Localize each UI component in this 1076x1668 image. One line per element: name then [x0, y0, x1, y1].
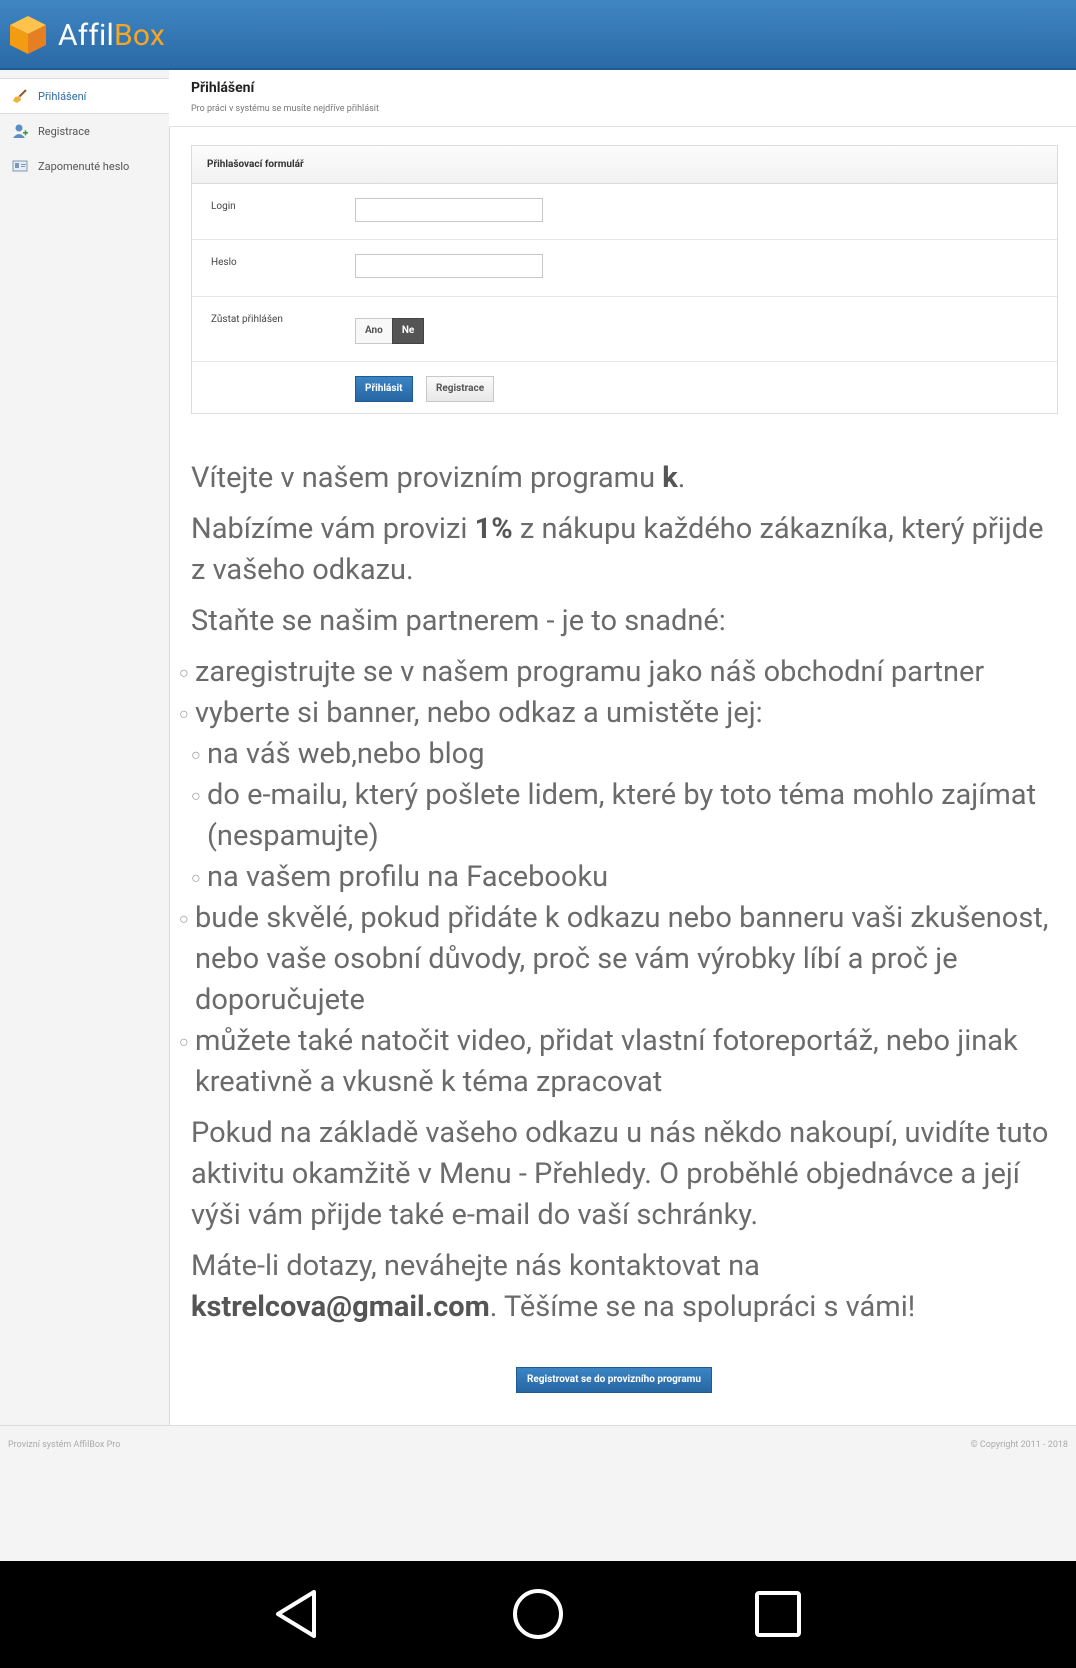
- login-form-panel: [191, 145, 1058, 414]
- login-button[interactable]: Přihlásit: [355, 376, 413, 402]
- cube-logo-icon: [8, 14, 48, 56]
- header-bar: [0, 0, 1076, 70]
- remember-row: [192, 297, 1057, 362]
- welcome-paragraph: Vítejte v našem provizním programu k.: [191, 461, 686, 495]
- list-item: ○ vyberte si banner, nebo odkaz a umistěte jej: ○ na váš web,nebo blog ○ do e-mailu, který pošlete lidem, které by toto téma mohlo zajímat (nespamujte) ○ na vašem profilu na Facebooku: [181, 693, 1061, 898]
- add-user-icon: [12, 123, 28, 139]
- page-header: [169, 70, 1076, 127]
- purchase-info-paragraph: Pokud na základě vašeho odkazu u nás někdo nakoupí, uvidíte tuto aktivitu okamžitě v Menu - Přehledy. O proběhlé objednávce a její výši vám přijde také e-mail do vaší schránky.: [191, 1116, 1049, 1232]
- remember-yes-option[interactable]: Ano: [355, 318, 392, 344]
- home-icon[interactable]: [508, 1584, 568, 1644]
- list-item: ○ do e-mailu, který pošlete lidem, které by toto téma mohlo zajímat (nespamujte): [193, 775, 1061, 857]
- login-label: Login: [211, 201, 236, 212]
- steps-list: [191, 652, 1061, 1103]
- sub-list: [195, 734, 1061, 898]
- welcome-content: [191, 458, 1061, 1338]
- logo[interactable]: [8, 12, 165, 58]
- steps-intro: Staňte se našim partnerem - je to snadné:: [191, 604, 726, 638]
- list-item: ○ na váš web,nebo blog: [193, 734, 1061, 775]
- form-actions: [192, 362, 1057, 415]
- remember-label: Zůstat přihlášen: [211, 314, 283, 325]
- password-row: [192, 240, 1057, 297]
- footer-left-text: Provizní systém AffilBox Pro: [8, 1440, 121, 1450]
- list-item: ○ na vašem profilu na Facebooku: [193, 857, 1061, 898]
- sidebar-item-forgotten-password[interactable]: [0, 149, 169, 184]
- password-label: Heslo: [211, 257, 237, 268]
- login-row: [192, 184, 1057, 240]
- login-form-title: Přihlašovací formulář: [192, 146, 1057, 184]
- footer: [0, 1425, 1076, 1562]
- back-icon[interactable]: [268, 1584, 328, 1644]
- login-input[interactable]: [355, 198, 543, 222]
- registration-button[interactable]: Registrace: [426, 376, 494, 402]
- remember-no-option[interactable]: Ne: [392, 318, 424, 344]
- android-navigation-bar: [0, 1561, 1076, 1668]
- list-item: ○ můžete také natočit video, přidat vlastní fotoreportáž, nebo jinak kreativně a vkusně k téma zpracovat: [181, 1021, 1061, 1103]
- remember-toggle[interactable]: [355, 318, 424, 344]
- commission-paragraph: Nabízíme vám provizi 1% z nákupu každého zákazníka, který přijde z vašeho odkazu.: [191, 512, 1044, 587]
- sidebar-item-label: Registrace: [38, 124, 90, 138]
- sidebar-item-registration[interactable]: [0, 114, 169, 149]
- id-card-icon: [12, 158, 28, 174]
- broom-icon: [12, 88, 28, 104]
- contact-paragraph: Máte-li dotazy, neváhejte nás kontaktovat na kstrelcova@gmail.com. Těšíme se na spolupráci s vámi!: [191, 1249, 916, 1324]
- sidebar: [0, 70, 170, 1425]
- register-program-button[interactable]: Registrovat se do provizního programu: [516, 1367, 712, 1393]
- sidebar-item-login[interactable]: [0, 78, 169, 114]
- page-title: Přihlášení: [191, 80, 255, 96]
- footer-copyright: © Copyright 2011 - 2018: [970, 1440, 1068, 1450]
- list-item: ○ zaregistrujte se v našem programu jako náš obchodní partner: [181, 652, 1061, 693]
- sidebar-item-label: Přihlášení: [38, 89, 87, 103]
- logo-text: AffilBox: [58, 17, 166, 53]
- list-item: ○ bude skvělé, pokud přidáte k odkazu nebo banneru vaši zkušenost, nebo vaše osobní důvody, proč se vám výrobky líbí a proč je doporučujete: [181, 898, 1061, 1021]
- page-subtitle: Pro práci v systému se musíte nejdříve přihlásit: [191, 104, 379, 114]
- sidebar-item-label: Zapomenuté heslo: [38, 159, 130, 173]
- password-input[interactable]: [355, 254, 543, 278]
- contact-email: kstrelcova@gmail.com: [191, 1290, 490, 1324]
- recent-apps-icon[interactable]: [748, 1584, 808, 1644]
